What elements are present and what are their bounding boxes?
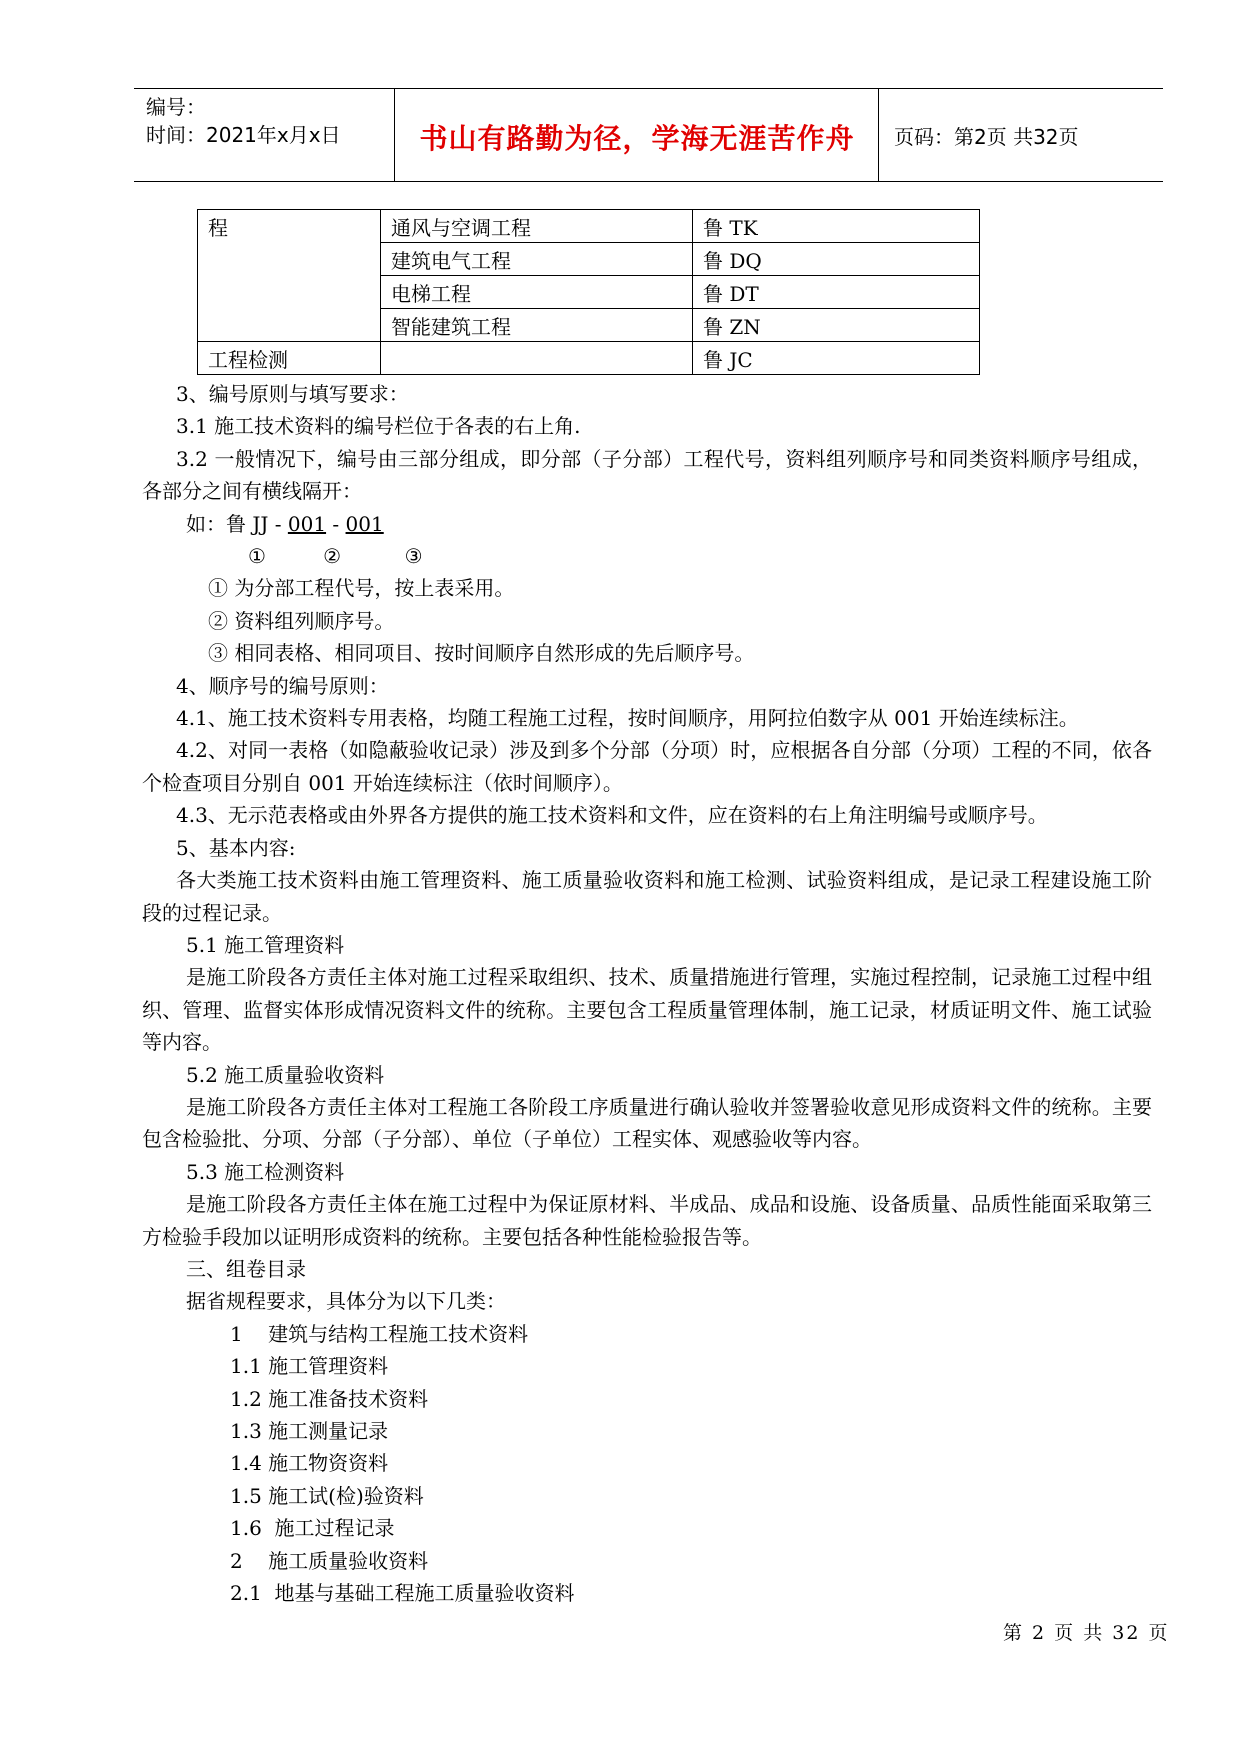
table-cell-code: 鲁 DQ (693, 243, 980, 276)
table-cell-name: 智能建筑工程 (381, 309, 693, 342)
toc-item: 1.1 施工管理资料 (230, 1354, 389, 1379)
subsection-heading: 5.3 施工检测资料 (186, 1159, 345, 1184)
section-heading: 4、顺序号的编号原则： (176, 673, 389, 698)
header-divider (394, 89, 395, 181)
table-cell-code: 鲁 DT (693, 276, 980, 309)
table-cell-category: 工程检测 (198, 342, 381, 375)
paragraph: 4.3、无示范表格或由外界各方提供的施工技术资料和文件，应在资料的右上角注明编号或顺序号。 (176, 803, 1048, 828)
header-motto: 书山有路勤为径，学海无涯苦作舟 (419, 122, 855, 155)
paragraph: 是施工阶段各方责任主体对工程施工各阶段工序质量进行确认验收并签署验收意见形成资料文件的统称。主要包含检验批、分项、分部（子分部）、单位（子单位）工程实体、观感验收等内容。 (142, 1094, 1152, 1152)
toc-item: 1.2 施工准备技术资料 (230, 1386, 429, 1411)
table-cell-code: 鲁 TK (693, 210, 980, 243)
table-row (198, 210, 980, 243)
section-heading: 三、组卷目录 (186, 1256, 306, 1281)
code-table (197, 209, 980, 375)
page-header (134, 88, 1163, 182)
toc-item: 1.3 施工测量记录 (230, 1419, 389, 1443)
subsection-heading: 5.1 施工管理资料 (186, 932, 345, 957)
header-meta (146, 93, 341, 149)
table-cell-name (381, 342, 693, 375)
subsection-heading: 5.2 施工质量验收资料 (186, 1062, 385, 1087)
note-item: ② 资料组列顺序号。 (208, 608, 395, 633)
table-cell-name: 电梯工程 (381, 276, 693, 309)
document-body (142, 378, 1152, 1609)
note-item: ③ 相同表格、相同项目、按时间顺序自然形成的先后顺序号。 (208, 641, 755, 666)
section-heading: 5、基本内容: (176, 835, 296, 860)
table-cell-code: 鲁 ZN (693, 309, 980, 342)
page-footer: 第 2 页 共 32 页 (1003, 1622, 1170, 1644)
example-num: 001 (345, 511, 384, 536)
toc-item: 1.6 施工过程记录 (230, 1516, 395, 1541)
toc-item: 1.4 施工物资资料 (230, 1451, 389, 1476)
table-cell-code: 鲁 JC (693, 342, 980, 375)
header-divider (878, 89, 879, 181)
paragraph: 据省规程要求，具体分为以下几类： (186, 1289, 506, 1314)
paragraph: 4.1、施工技术资料专用表格，均随工程施工过程，按时间顺序，用阿拉伯数字从 001 开始连续标注。 (176, 706, 1079, 731)
example-sep: - (326, 511, 346, 536)
paragraph: 3.1 施工技术资料的编号栏位于各表的右上角. (176, 414, 581, 439)
toc-item: 2.1 地基与基础工程施工质量验收资料 (230, 1581, 575, 1606)
table-row (198, 342, 980, 375)
toc-item: 2 施工质量验收资料 (230, 1548, 429, 1573)
paragraph: 是施工阶段各方责任主体对施工过程采取组织、技术、质量措施进行管理，实施过程控制，记录施工过程中组织、管理、监督实体形成情况资料文件的统称。主要包含工程质量管理体制，施工记录，材质证明文件、施工试验等内容。 (142, 965, 1152, 1055)
example-num: 001 (287, 511, 327, 536)
example-prefix: 如：鲁 JJ - (186, 511, 288, 536)
toc-item: 1 建筑与结构工程施工技术资料 (230, 1321, 529, 1346)
paragraph: 是施工阶段各方责任主体在施工过程中为保证原材料、半成品、成品和设施、设备质量、品质性能面采取第三方检验手段加以证明形成资料的统称。主要包括各种性能检验报告等。 (142, 1192, 1152, 1249)
date-label: 时间：2021年x月x日 (146, 123, 341, 147)
paragraph: 4.2、对同一表格（如隐蔽验收记录）涉及到多个分部（分项）时，应根据各自分部（分项）工程的不同，依各个检查项目分别自 001 开始连续标注（依时间顺序）。 (142, 738, 1152, 795)
note-item: ① 为分部工程代号，按上表采用。 (208, 576, 515, 601)
table-cell-category: 程 (198, 210, 381, 342)
paragraph: 各大类施工技术资料由施工管理资料、施工质量验收资料和施工检测、试验资料组成，是记录工程建设施工阶段的过程记录。 (142, 868, 1152, 925)
table-cell-name: 建筑电气工程 (381, 243, 693, 276)
number-label: 编号： (146, 95, 206, 119)
toc-item: 1.5 施工试(检)验资料 (230, 1483, 424, 1508)
table-cell-name: 通风与空调工程 (381, 210, 693, 243)
section-heading: 3、编号原则与填写要求： (176, 382, 409, 406)
example-line (142, 508, 1152, 540)
example-marks: ① ② ③ (248, 544, 423, 569)
header-page-label: 页码：第2页 共32页 (894, 125, 1079, 149)
paragraph: 3.2 一般情况下，编号由三部分组成，即分部（子分部）工程代号，资料组列顺序号和同类资料顺序号组成，各部分之间有横线隔开： (142, 446, 1152, 504)
